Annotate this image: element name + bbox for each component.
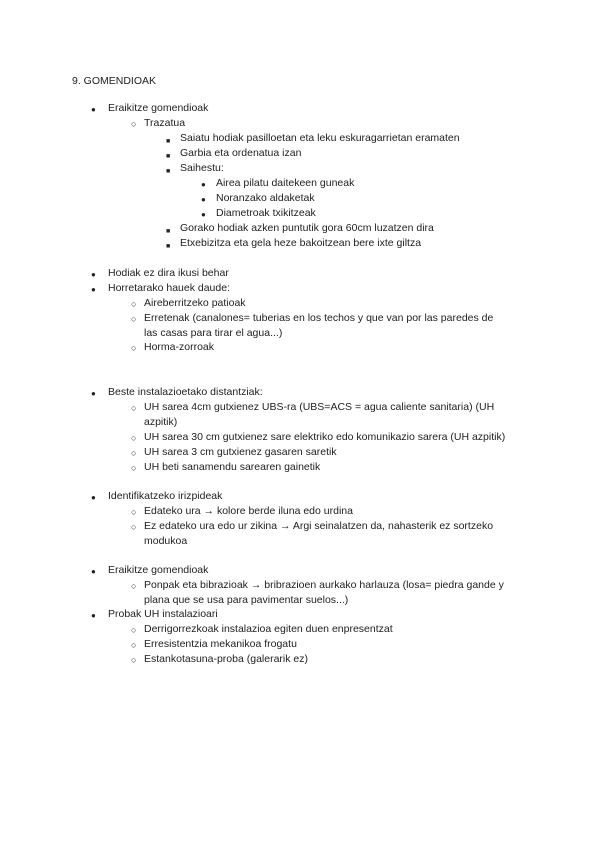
circle-bullet-icon [131,431,136,445]
list-item: Airea pilatu daitekeen guneak [216,177,355,189]
list-item: Probak UH instalazioari [108,608,218,620]
list-item: Trazatua [144,117,186,129]
square-bullet-icon [166,238,170,254]
circle-bullet-icon [131,461,136,475]
circle-bullet-icon [131,401,136,415]
list-item: Aireberritzeko patioak [144,297,246,309]
list-item: UH sarea 3 cm gutxienez gasaren saretik [144,446,337,458]
circle-bullet-icon [131,638,136,652]
bullet-icon [91,102,96,117]
list-item: Horma-zorroak [144,341,215,353]
square-bullet-icon [166,133,170,149]
square-bullet-icon [166,163,170,179]
list-item: Horretarako hauek daude: [108,282,230,294]
list-item: Ez edateko ura edo ur zikina → Argi seinalatzen da, nahasterik ez sortzeko [144,520,494,532]
list-item: UH sarea 4cm gutxienez UBS-ra (UBS=ACS = agua caliente sanitaria) (UH [144,401,495,413]
bullet-icon [201,177,206,192]
circle-bullet-icon [131,117,136,131]
bullet-icon [91,608,96,623]
page-title: 9. GOMENDIOAK [72,75,157,87]
bullet-icon [91,386,96,401]
list-item-continuation: azpitik) [144,416,178,428]
list-item: Eraikitze gomendioak [108,102,209,114]
list-item: Identifikatzeko irizpideak [108,490,223,502]
list-item: Hodiak ez dira ikusi behar [108,267,229,279]
list-item-continuation: plana que se usa para pavimentar suelos...) [144,594,349,606]
list-item: Beste instalazioetako distantziak: [108,386,263,398]
list-item: Eraikitze gomendioak [108,564,209,576]
circle-bullet-icon [131,297,136,311]
list-item: Derrigorrezkoak instalazioa egiten duen enpresentzat [144,623,393,635]
list-item-continuation: las casas para tirar el agua...) [144,327,283,339]
bullet-icon [91,564,96,579]
list-item: UH sarea 30 cm gutxienez sare elektriko edo komunikazio sarera (UH azpitik) [144,431,506,443]
circle-bullet-icon [131,579,136,593]
bullet-icon [201,192,206,207]
circle-bullet-icon [131,505,136,519]
square-bullet-icon [166,223,170,239]
list-item: UH beti sanamendu sarearen gainetik [144,461,321,473]
circle-bullet-icon [131,341,136,355]
list-item: Estankotasuna-proba (galerarik ez) [144,653,309,665]
bullet-icon [91,267,96,282]
list-item: Ponpak eta bibrazioak → bribrazioen aurkako harlauza (losa= piedra gande y [144,579,504,591]
bullet-icon [201,207,206,222]
bullet-icon [91,282,96,297]
circle-bullet-icon [131,653,136,667]
list-item: Diametroak txikitzeak [216,207,316,219]
list-item: Erretenak (canalones= tuberias en los techos y que van por las paredes de [144,312,494,324]
circle-bullet-icon [131,520,136,534]
list-item: Gorako hodiak azken puntutik gora 60cm luzatzen dira [180,222,434,234]
square-bullet-icon [166,148,170,164]
circle-bullet-icon [131,312,136,326]
list-item: Noranzako aldaketak [216,192,315,204]
list-item: Saihestu: [180,162,224,174]
circle-bullet-icon [131,446,136,460]
list-item: Edateko ura → kolore berde iluna edo urdina [144,505,353,517]
bullet-icon [91,490,96,505]
list-item: Garbia eta ordenatua izan [180,147,302,159]
list-item: Saiatu hodiak pasilloetan eta leku eskuragarrietan eramaten [180,132,460,144]
circle-bullet-icon [131,623,136,637]
list-item: Etxebizitza eta gela heze bakoitzean bere ixte giltza [180,237,422,249]
list-item-continuation: modukoa [144,535,188,547]
list-item: Erresistentzia mekanikoa frogatu [144,638,297,650]
